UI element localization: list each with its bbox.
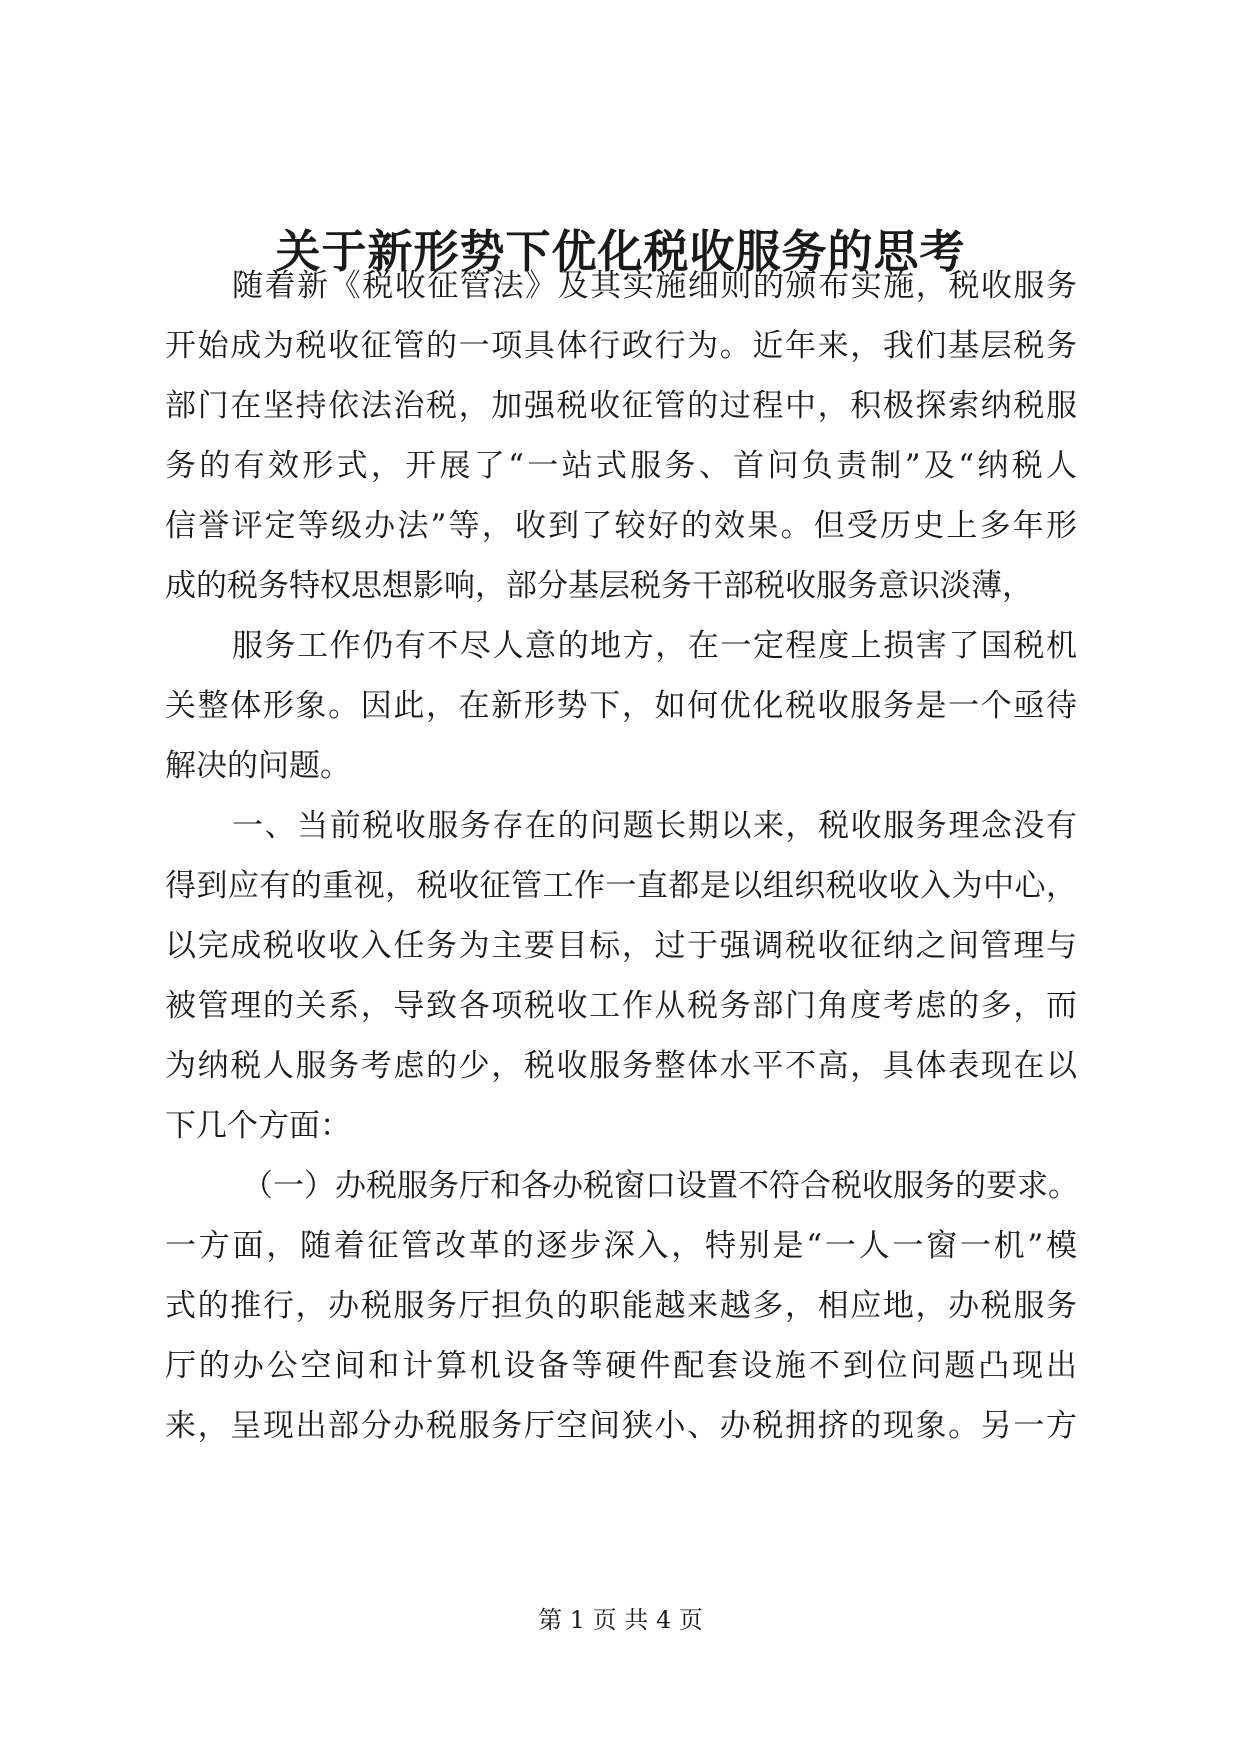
text-line: 厅的办公空间和计算机设备等硬件配套设施不到位问题凸现出 — [165, 1348, 1077, 1384]
text-line: 被管理的关系，导致各项税收工作从税务部门角度考虑的多，而 — [165, 988, 1077, 1024]
document-title: 关于新形势下优化税收服务的思考 — [275, 225, 966, 278]
text-line: 下几个方面： — [165, 1108, 351, 1144]
text-line: 务的有效形式，开展了“一站式服务、首问负责制”及“纳税人 — [165, 448, 1077, 484]
text-line: 服务工作仍有不尽人意的地方，在一定程度上损害了国税机 — [232, 628, 1077, 664]
text-line: 为纳税人服务考虑的少，税收服务整体水平不高，具体表现在以 — [165, 1048, 1077, 1084]
text-line: 随着新《税收征管法》及其实施细则的颁布实施，税收服务 — [232, 268, 1077, 304]
text-line: 得到应有的重视，税收征管工作一直都是以组织税收收入为中心， — [165, 868, 1077, 904]
text-line: 关整体形象。因此，在新形势下，如何优化税收服务是一个亟待 — [165, 688, 1077, 724]
text-line: 来，呈现出部分办税服务厅空间狭小、办税拥挤的现象。另一方 — [165, 1408, 1077, 1444]
text-line: 一方面，随着征管改革的逐步深入，特别是“一人一窗一机”模 — [165, 1228, 1077, 1264]
text-line: （一）办税服务厅和各办税窗口设置不符合税收服务的要求。 — [242, 1168, 1079, 1204]
text-line: 式的推行，办税服务厅担负的职能越来越多，相应地，办税服务 — [165, 1288, 1077, 1324]
page-footer: 第 1 页 共 4 页 — [538, 1606, 703, 1634]
text-line: 解决的问题。 — [165, 748, 351, 784]
text-line: 一、当前税收服务存在的问题长期以来，税收服务理念没有 — [232, 808, 1077, 844]
text-line: 部门在坚持依法治税，加强税收征管的过程中，积极探索纳税服 — [165, 388, 1077, 424]
text-line: 成的税务特权思想影响，部分基层税务干部税收服务意识淡薄， — [165, 568, 1033, 604]
text-line: 信誉评定等级办法”等，收到了较好的效果。但受历史上多年形 — [165, 508, 1077, 544]
text-line: 开始成为税收征管的一项具体行政行为。近年来，我们基层税务 — [165, 328, 1077, 364]
text-line: 以完成税收收入任务为主要目标，过于强调税收征纳之间管理与 — [165, 928, 1077, 964]
